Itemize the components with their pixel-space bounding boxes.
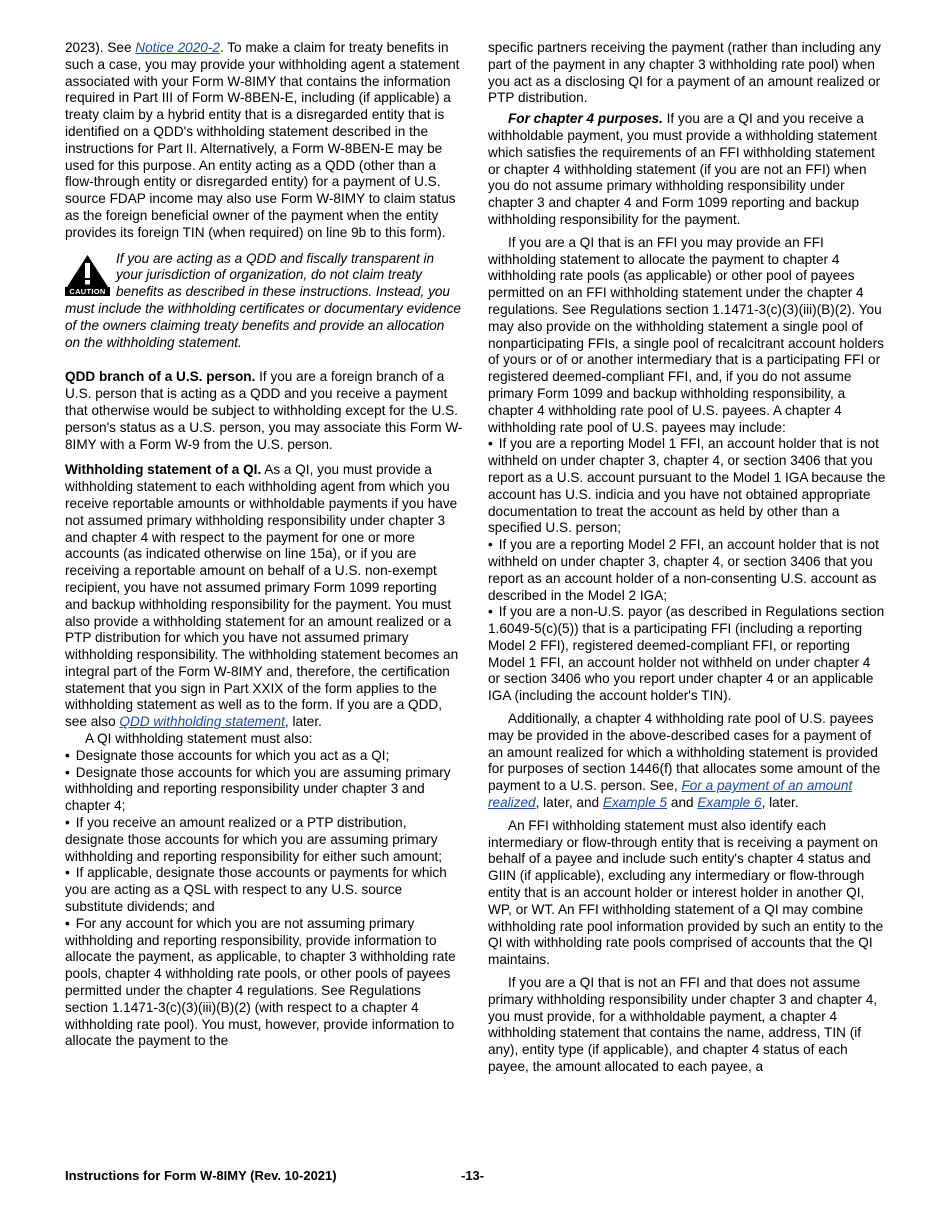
heading-qdd-branch: QDD branch of a U.S. person. (65, 369, 256, 385)
list-item: • If applicable, designate those accounts or payments for which you are acting as a QSL with respect to any U.S. source substitute dividends; and (65, 865, 447, 915)
paragraph-specific-partners: specific partners receiving the payment (rather than including any part of the payment in any chapter 3 withholding rate pool) when you act as a disclosing QI for a payment of an amount realized or PTP distribution. (488, 40, 881, 106)
list-item: • Designate those accounts for which you are assuming primary withholding and reporting responsibility under chapter 3 and chapter 4; (65, 764, 451, 814)
list-item: • If you are a reporting Model 1 FFI, an account holder that is not withheld on under chapter 3, chapter 4, or section 3406 that you report as a U.S. account pursuant to the Model 1 IGA because the account has U.S. indicia and you have not obtained appropriate documentation to treat the account as held by other than a specified U.S. person; (488, 436, 886, 536)
paragraph-qi-not-ffi: If you are a QI that is not an FFI and that does not assume primary withholding responsibility under chapter 3 and chapter 4, you must provide, for a withholdable payment, a chapter 4 withholding statement that contains the name, address, TIN (if any), entity type (if applicable), and chapter 4 status of each payee, the amount allocated to each payee, a (488, 975, 878, 1075)
paragraph-ffi-statement: An FFI withholding statement must also identify each intermediary or flow-through entity that is receiving a payment on behalf of a payee and include such entity's chapter 4 status and GIIN (if applicable), excluding any intermediary or flow-through entity that is an account holder or interest holder in another QI, WP, or WT. An FFI withholding statement of a QI may combine withholding rate pool information provided by such an entity to the QI with withholding rate pools comprised of accounts that the QI maintains. (488, 817, 884, 968)
example-6-link[interactable]: Example 6 (697, 795, 762, 811)
amount-realized-link[interactable]: For a payment of an amount realized (488, 778, 853, 811)
paragraph-treaty-claim: 2023). See Notice 2020-2. To make a claim for treaty benefits in such a case, you may provide your withholding agent a statement associated with your Form W-8IMY that contains the information required in Part III of Form W-8BEN-E, including (if applicable) a treaty claim by a hybrid entity that is a disregarded entity that is identified on a QDD's withholding statement described in the instructions for Part II. Alternatively, a Form W-8BEN-E may be used for this purpose. An entity acting as a QDD (other than a flow-through entity or disregarded entity) for a payment of U.S. source FDAP income may also use Form W-8IMY to claim status as the foreign beneficial owner of the payment when the entity provides its foreign TIN (when required) on line 9b to this form). (65, 40, 460, 240)
list-item: • If you are a non-U.S. payor (as described in Regulations section 1.6049-5(c)(5)) that is a participating FFI (including a reporting Model 2 FFI), registered deemed-compliant FFI, or reporting Model 1 FFI, an account holder not withheld on under chapter 4 or section 3406 who you report under chapter 4 or an applicable IGA (including the account holder's TIN). (488, 604, 885, 704)
qdd-withholding-statement-link[interactable]: QDD withholding statement (119, 714, 285, 730)
notice-2020-2-link[interactable]: Notice 2020-2 (135, 40, 220, 55)
footer-form-title: Instructions for Form W-8IMY (Rev. 10-2021) (65, 1168, 337, 1183)
left-column (65, 40, 463, 1050)
paragraph-additionally: Additionally, a chapter 4 withholding rate pool of U.S. payees may be provided in the above-described cases for a payment of an amount realized for which a withholding statement is provided for purposes of section 1446(f) that allocates some amount of the payment to a U.S. person. See, For a payment of an amount realized, later, and Example 5 and Example 6, later. (488, 711, 881, 811)
paragraph-chapter-4-purposes: For chapter 4 purposes. If you are a QI and you receive a withholdable payment, you must provide a withholding statement which satisfies the requirements of an FFI withholding statement or chapter 4 withholding statement (if you are not an FFI) when you do not assume primary withholding responsibility under chapter 3 and chapter 4 and Form 1099 reporting and backup withholding responsibility for the payment. (488, 111, 878, 227)
list-item: • For any account for which you are not assuming primary withholding and reporting responsibility, provide information to allocate the payment, as applicable, to chapter 3 withholding rate pools, chapter 4 withholding rate pools, or other pools of payees permitted under the chapter 4 regulations. See Regulations section 1.1471-3(c)(3)(iii)(B)(2) (with respect to a chapter 4 withholding rate pool). You must, however, provide information to allocate the payment to the (65, 915, 456, 1049)
paragraph-qdd-branch: QDD branch of a U.S. person. If you are a foreign branch of a U.S. person that is acting as a QDD and you receive a payment that otherwise would be subject to withholding except for the U.S. person's status as a U.S. person, you may associate this Form W-8IMY with a Form W-9 from the U.S. person. (65, 369, 463, 452)
paragraph-must-also: A QI withholding statement must also: (85, 731, 313, 747)
caution-text: If you are acting as a QDD and fiscally transparent in your jurisdiction of organization, do not claim treaty benefits as described in these instructions. Instead, you must include the withholding certificates or documentary evidence of the owners claiming treaty benefits and provide an allocation on the withholding statement. (65, 250, 461, 350)
list-item: • Designate those accounts for which you act as a QI; (65, 747, 390, 763)
paragraph-withholding-statement: Withholding statement of a QI. As a QI, you must provide a withholding statement to each withholding agent from which you receive reportable amounts or withholdable payments if you have not assumed primary withholding responsibility under chapter 3 and chapter 4 with respect to the payment for one or more accounts (as indicated otherwise on line 15a), or if you are receiving a reportable amount on behalf of a U.S. non-exempt recipient, you have not assumed primary Form 1099 reporting and backup withholding responsibility for the payment. You must also provide a withholding statement for an amount realized or a PTP distribution for which you have not assumed primary withholding responsibility. The withholding statement becomes an integral part of the Form W-8IMY and, therefore, the certification statement that you sign in Part XXIX of the form applies to the withholding statement as well as to the form. If you are a QDD, see also QDD withholding statement, later. (65, 462, 459, 730)
caution-note (65, 251, 463, 352)
caution-icon (65, 254, 110, 298)
paragraph-qi-ffi: If you are a QI that is an FFI you may provide an FFI withholding statement to allocate the payment to chapter 4 withholding rate pools (as applicable) or other pool of payees permitted on an FFI withholding statement under the chapter 4 regulations. See Regulations section 1.1471-3(c)(3)(iii)(B)(2). You may also provide on the withholding statement a single pool of nonparticipating FFIs, a single pool of recalcitrant account holders of yours or of or another intermediary that is a participating FFI or registered deemed-compliant FFI, and, if you do not assume primary Form 1099 and backup withholding responsibility, a chapter 4 withholding rate pool of U.S. payees. A chapter 4 withholding rate pool of U.S. payees may include: (488, 234, 884, 435)
right-column (488, 40, 886, 1076)
list-item: • If you are a reporting Model 2 FFI, an account holder that is not withheld on under chapter 3, chapter 4, or section 3406 that you report as an account holder of a non-consenting U.S. account as described in the Model 2 IGA; (488, 537, 879, 603)
heading-chapter-4-purposes: For chapter 4 purposes. (508, 111, 663, 127)
list-item: • If you receive an amount realized or a PTP distribution, designate those accounts for which you are assuming primary withholding and reporting responsibility for either such amount; (65, 815, 443, 864)
caution-label: CAUTION (65, 287, 110, 296)
page-number: -13- (461, 1168, 485, 1183)
example-5-link[interactable]: Example 5 (602, 795, 668, 811)
heading-withholding-statement: Withholding statement of a QI. (65, 462, 262, 478)
